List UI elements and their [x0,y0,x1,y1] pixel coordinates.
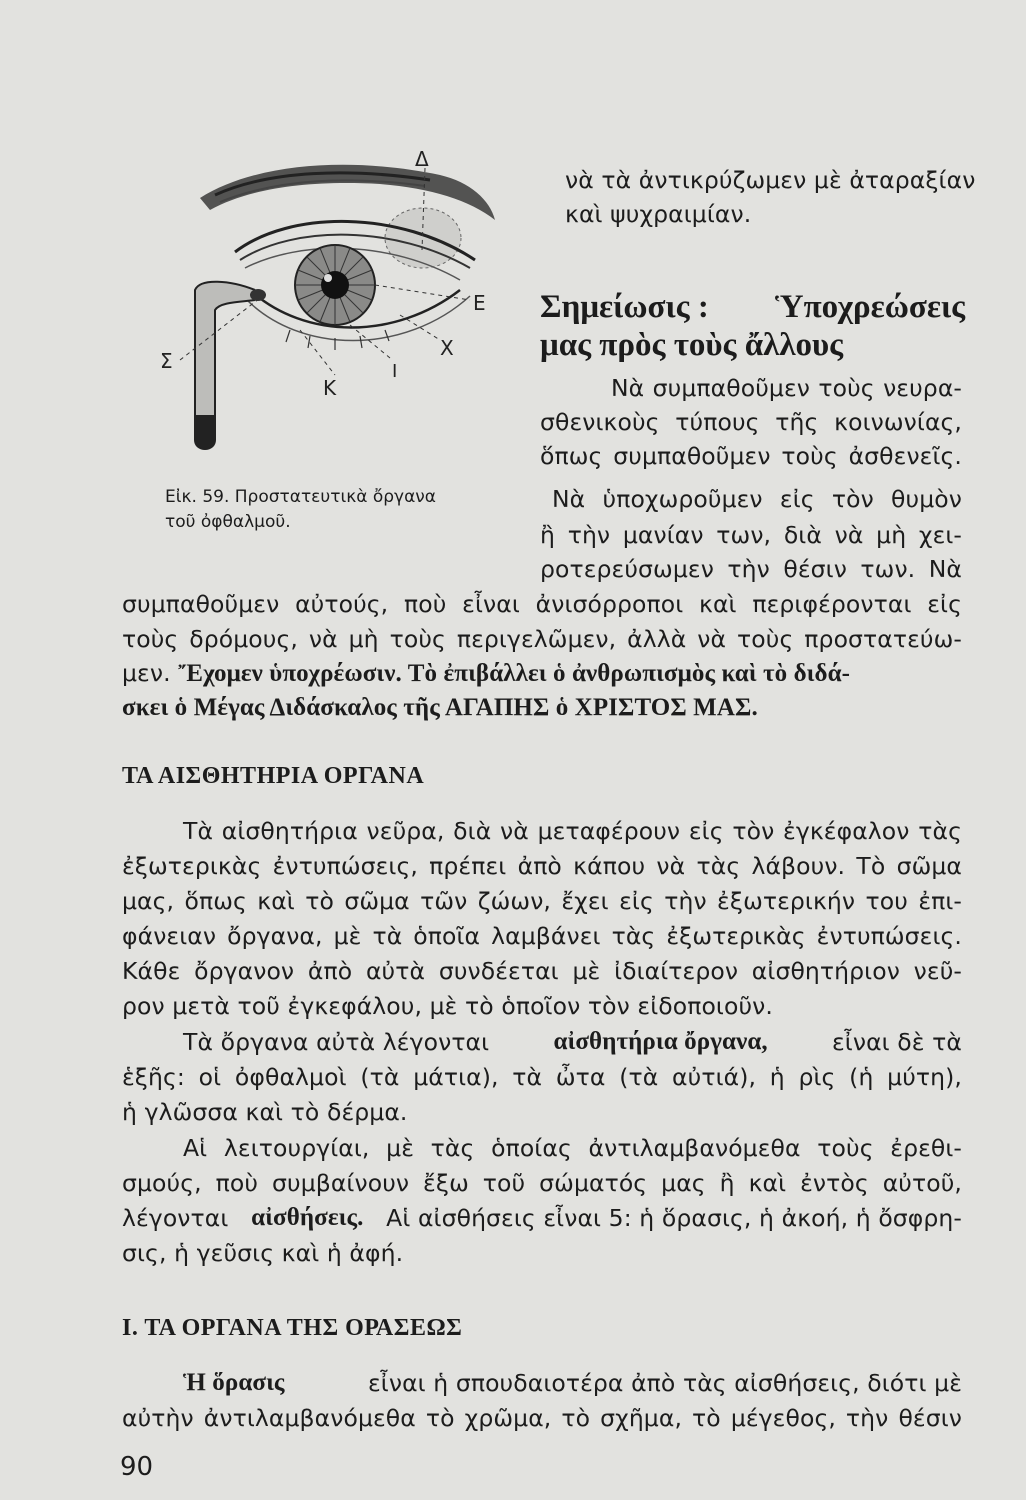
figure-caption-line2: τοῦ ὀφθαλμοῦ. [165,512,291,532]
label-delta: Δ [415,147,429,171]
label-kappa: Κ [323,376,337,400]
s1-p3-bold: αἰσθήσεις. [251,1204,364,1231]
s1-p1-line4: φάνειαν ὄργανα, μὲ τὰ ὁποῖα λαμβάνει τὰς ἐξωτερικὰς ἐντυπώσεις. [122,922,962,950]
note-title-line2: μας πρὸς τοὺς ἄλλους [540,327,844,363]
note-line9-normal: μεν. [122,659,171,687]
s1-p3-a: λέγονται [122,1204,229,1232]
note-line4: Νὰ ὑποχωροῦμεν εἰς τὸν θυμὸν [552,485,962,513]
s1-p1-line2: ἐξωτερικὰς ἐντυπώσεις, πρέπει ἀπὸ κάπου νὰ τὰς λάβουν. Τὸ σῶμα [122,852,962,880]
note-title-right: Ὑποχρεώσεις [775,289,966,325]
note-full-line1: συμπαθοῦμεν αὐτούς, ποὺ εἶναι ἀνισόρροποι καὶ περιφέρονται εἰς [122,590,962,618]
figure-caption-line1: Εἰκ. 59. Προστατευτικὰ ὄργανα [165,487,436,507]
s1-p3-line1: Αἱ λειτουργίαι, μὲ τὰς ὁποίας ἀντιλαμβανόμεθα τοὺς ἐρεθι- [183,1134,962,1162]
s2-line1 [183,1366,962,1400]
intro-line2: καὶ ψυχραιμίαν. [565,200,752,228]
s2-line2: αὐτὴν ἀντιλαμβανόμεθα τὸ χρῶμα, τὸ σχῆμα, τὸ μέγεθος, τὴν θέσιν [122,1404,962,1432]
s2-line1-rest: εἶναι ἡ σπουδαιοτέρα ἀπὸ τὰς αἰσθήσεις, διότι μὲ [367,1369,962,1397]
s1-p2-line2: ἑξῆς: οἱ ὀφθαλμοὶ (τὰ μάτια), τὰ ὦτα (τὰ αὐτιά), ἡ ρὶς (ἡ μύτη), [122,1063,962,1091]
s1-p2-line1 [183,1025,962,1059]
s1-p2-a: Τὰ ὄργανα αὐτὰ λέγονται [183,1028,490,1056]
section1-heading: ΤΑ ΑΙΣΘΗΤΗΡΙΑ ΟΡΓΑΝΑ [122,763,425,789]
note-line2: σθενικοὺς τύπους τῆς κοινωνίας, [540,408,962,436]
s1-p3-line2: σμούς, ποὺ συμβαίνουν ἔξω τοῦ σώματός μας ἢ καὶ ἐντὸς αὐτοῦ, [122,1169,962,1197]
note-full-line2: τοὺς δρόμους, νὰ μὴ τοὺς περιγελῶμεν, ἀλλὰ νὰ τοὺς προστατεύω- [122,625,962,653]
note-line9 [122,656,962,691]
label-epsilon: Ε [473,291,486,315]
label-iota: Ι [392,361,398,382]
eye-figure [140,140,540,480]
s1-p1-line6: ρον μετὰ τοῦ ἐγκεφάλου, μὲ τὸ ὁποῖον τὸν εἰδοποιοῦν. [122,992,773,1020]
s1-p3-b: Αἱ αἰσθήσεις εἶναι 5: ἡ ὅρασις, ἡ ἀκοή, ἡ ὄσφρη- [386,1204,962,1232]
s1-p1-line5: Κάθε ὄργανον ἀπὸ αὐτὰ συνδέεται μὲ ἰδιαίτερον αἰσθητήριον νεῦ- [122,957,962,985]
intro-line1: νὰ τὰ ἀντικρύζωμεν μὲ ἀταραξίαν [565,166,976,194]
s1-p1-line1: Τὰ αἰσθητήρια νεῦρα, διὰ νὰ μεταφέρουν εἰς τὸν ἐγκέφαλον τὰς [183,817,962,845]
note-line6: ροτερεύσωμεν τὴν θέσιν των. Νὰ [540,555,962,583]
s2-line1-bold: Ἡ ὅρασις [183,1369,285,1396]
label-chi: Χ [440,336,454,360]
section2-heading: Ι. ΤΑ ΟΡΓΑΝΑ ΤΗΣ ΟΡΑΣΕΩΣ [122,1315,463,1341]
s1-p2-bold: αἰσθητήρια ὄργανα, [553,1028,768,1055]
note-line9-bold: Ἔχομεν ὑποχρέωσιν. Τὸ ἐπιβάλλει ὁ ἀνθρωπισμὸς καὶ τὸ διδά- [178,660,851,687]
s1-p2-line3: ἡ γλῶσσα καὶ τὸ δέρμα. [122,1098,408,1126]
note-title-left: Σημείωσις : [540,289,709,325]
s1-p3-line4: σις, ἡ γεῦσις καὶ ἡ ἀφή. [122,1239,404,1267]
note-line5: ἢ τὴν μανίαν των, διὰ νὰ μὴ χει- [540,521,962,549]
s1-p3-line3 [122,1201,962,1235]
page-number: 90 [120,1452,154,1482]
label-sigma: Σ [160,349,173,373]
note-line1: Νὰ συμπαθοῦμεν τοὺς νευρα- [611,374,962,402]
note-line10-bold: σκει ὁ Μέγας Διδάσκαλος τῆς ΑΓΑΠΗΣ ὁ ΧΡΙΣΤΟΣ ΜΑΣ. [122,694,758,721]
s1-p2-b: εἶναι δὲ τὰ [832,1028,962,1056]
note-line3: ὅπως συμπαθοῦμεν τοὺς ἀσθενεῖς. [540,442,962,470]
s1-p1-line3: μας, ὅπως καὶ τὸ σῶμα τῶν ζώων, ἔχει εἰς τὴν ἐξωτερικήν του ἐπι- [122,887,962,915]
